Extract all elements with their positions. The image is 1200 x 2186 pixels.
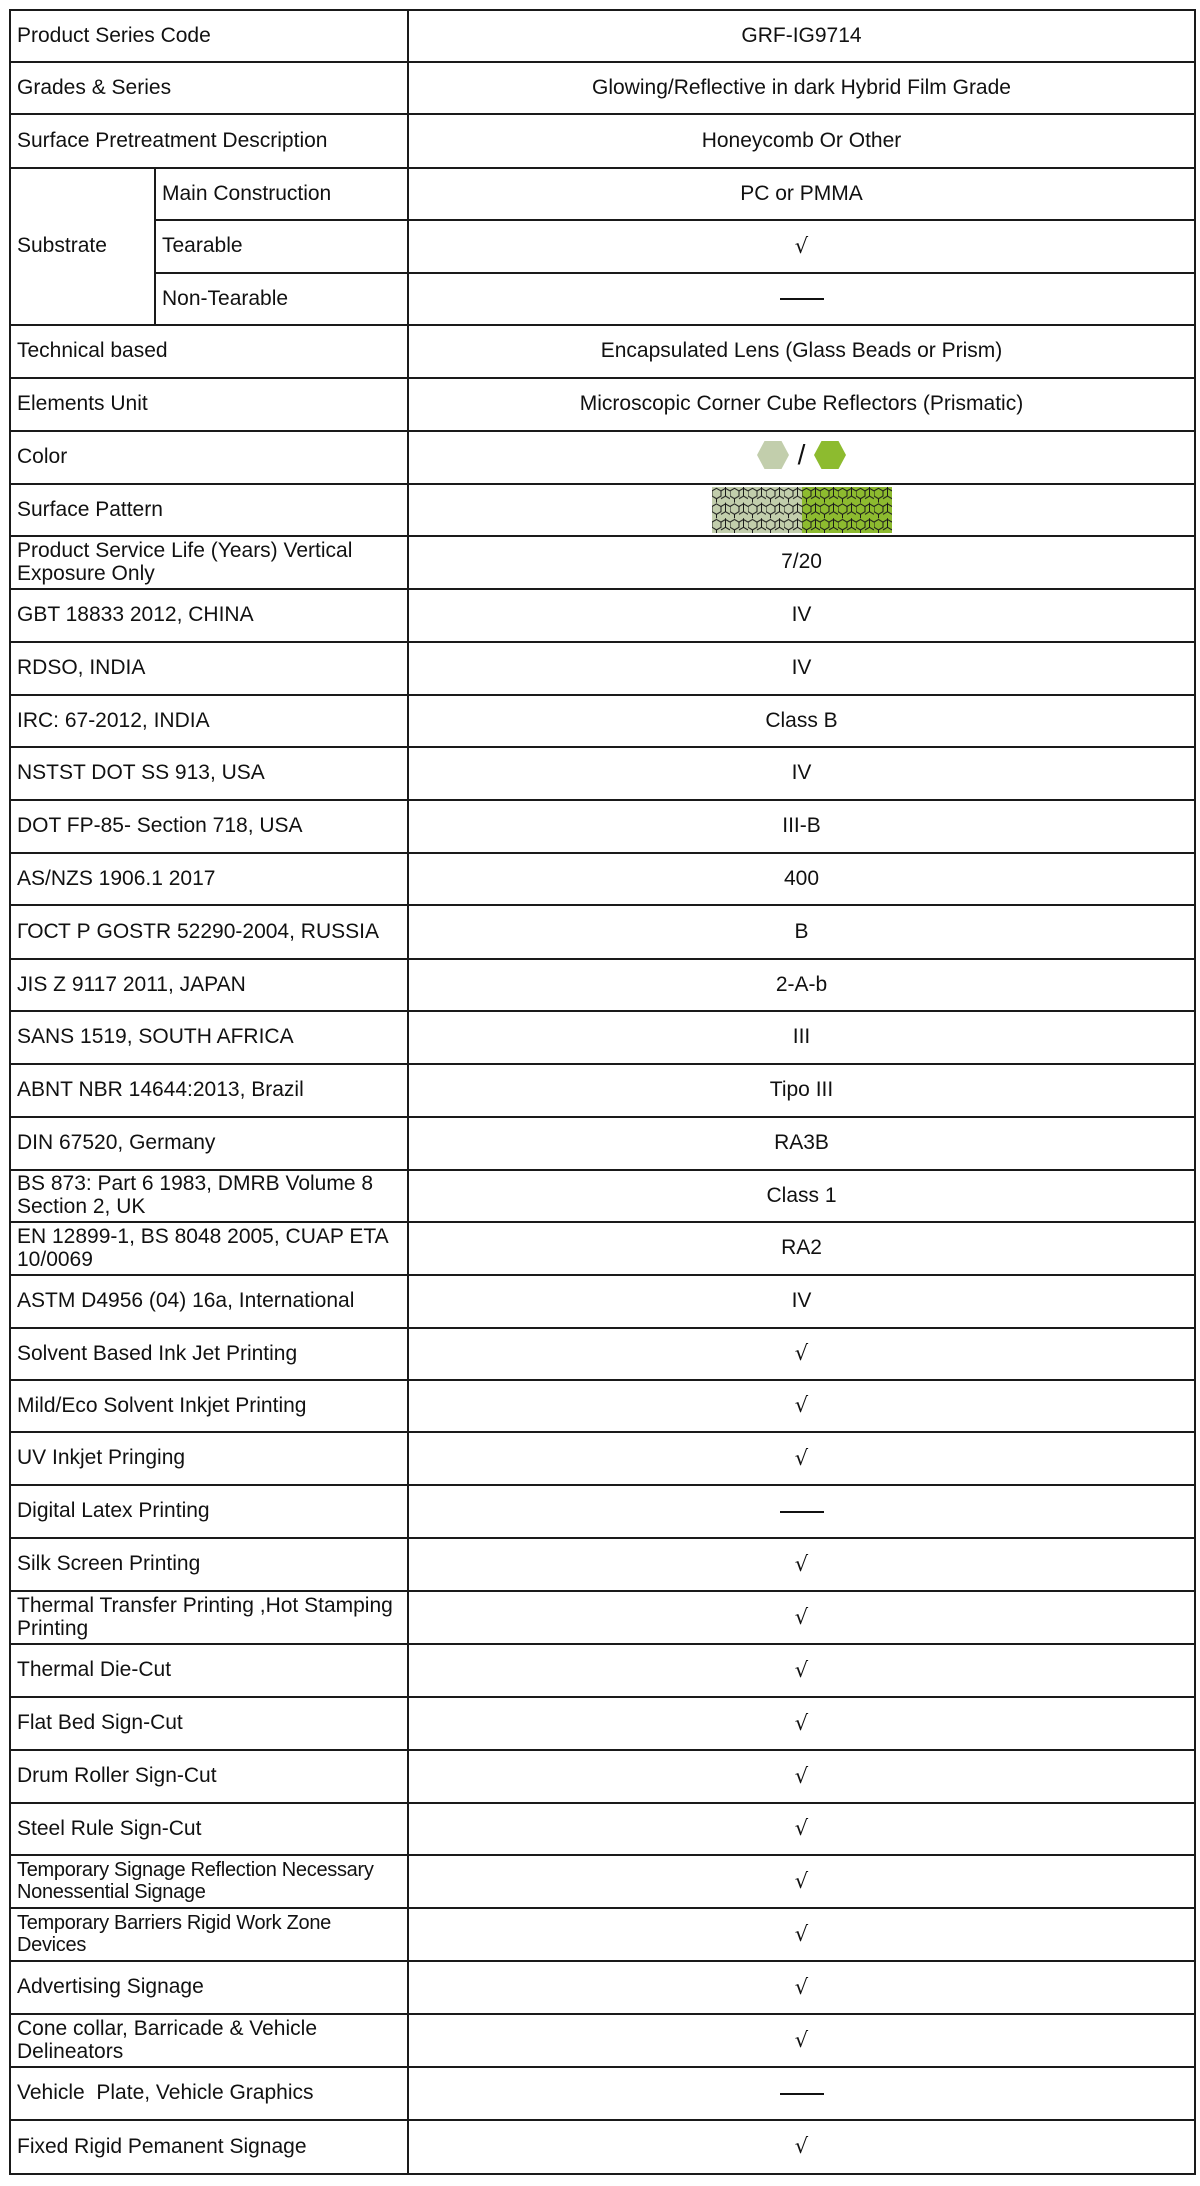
check-mark: √ <box>794 1868 809 1893</box>
row-gbt <box>10 589 1195 642</box>
check-mark: √ <box>794 1974 809 1999</box>
row-value: IV <box>408 747 1195 800</box>
check-mark: √ <box>794 2134 809 2159</box>
row-sublabel: Main Construction <box>155 168 408 220</box>
row-thermal-diecut <box>10 1644 1195 1697</box>
row-value <box>408 1803 1195 1855</box>
row-value: 7/20 <box>408 536 1195 589</box>
row-value: PC or PMMA <box>408 168 1195 220</box>
row-value: Class 1 <box>408 1170 1195 1222</box>
row-label: NSTST DOT SS 913, USA <box>10 747 408 800</box>
row-value: Class B <box>408 695 1195 747</box>
row-service-life <box>10 536 1195 589</box>
pale-green-hexagon-icon <box>756 440 790 470</box>
row-label: Surface Pattern <box>10 484 408 536</box>
row-label: Fixed Rigid Pemanent Signage <box>10 2120 408 2174</box>
check-mark: √ <box>794 1921 809 1946</box>
row-value: III <box>408 1011 1195 1064</box>
row-label: Cone collar, Barricade & Vehicle Delineators <box>10 2014 408 2067</box>
row-din <box>10 1117 1195 1170</box>
row-label: GBT 18833 2012, CHINA <box>10 589 408 642</box>
row-product-series-code <box>10 10 1195 62</box>
row-as-nzs <box>10 853 1195 905</box>
row-value: III-B <box>408 800 1195 853</box>
row-value: 400 <box>408 853 1195 905</box>
row-drum-roller <box>10 1750 1195 1803</box>
row-value: B <box>408 905 1195 959</box>
row-label: UV Inkjet Pringing <box>10 1432 408 1485</box>
row-value <box>408 1961 1195 2014</box>
check-mark: √ <box>794 1341 809 1366</box>
row-label: Grades & Series <box>10 62 408 114</box>
row-value <box>408 2014 1195 2067</box>
row-label: Drum Roller Sign-Cut <box>10 1750 408 1803</box>
row-value: Glowing/Reflective in dark Hybrid Film Grade <box>408 62 1195 114</box>
row-label: Mild/Eco Solvent Inkjet Printing <box>10 1380 408 1432</box>
color-swatches <box>756 440 848 470</box>
row-value: GRF-IG9714 <box>408 10 1195 62</box>
row-jis <box>10 959 1195 1011</box>
row-color <box>10 431 1195 484</box>
row-label: JIS Z 9117 2011, JAPAN <box>10 959 408 1011</box>
row-label: Surface Pretreatment Description <box>10 114 408 168</box>
row-label: Steel Rule Sign-Cut <box>10 1803 408 1855</box>
check-mark: √ <box>794 1393 809 1418</box>
row-value <box>408 1908 1195 1961</box>
check-mark: √ <box>794 233 809 258</box>
check-mark: √ <box>794 1763 809 1788</box>
row-value <box>408 1380 1195 1432</box>
row-substrate-non-tearable <box>10 273 1195 325</box>
row-value <box>408 1538 1195 1591</box>
row-label: ABNT NBR 14644:2013, Brazil <box>10 1064 408 1117</box>
row-label: AS/NZS 1906.1 2017 <box>10 853 408 905</box>
spec-table <box>9 9 1196 2175</box>
row-latex <box>10 1485 1195 1538</box>
row-bs873 <box>10 1170 1195 1222</box>
row-label: SANS 1519, SOUTH AFRICA <box>10 1011 408 1064</box>
dash-mark <box>780 298 824 300</box>
row-grades-series <box>10 62 1195 114</box>
row-value: RA2 <box>408 1222 1195 1275</box>
row-uv-inkjet <box>10 1432 1195 1485</box>
row-value <box>408 1432 1195 1485</box>
row-label: Silk Screen Printing <box>10 1538 408 1591</box>
row-en12899 <box>10 1222 1195 1275</box>
row-value <box>408 1328 1195 1380</box>
substrate-label: Substrate <box>10 168 155 325</box>
check-mark: √ <box>794 1816 809 1841</box>
row-value <box>408 1697 1195 1750</box>
row-abnt <box>10 1064 1195 1117</box>
row-label: Digital Latex Printing <box>10 1485 408 1538</box>
row-substrate-main-construction <box>10 168 1195 220</box>
row-silk-screen <box>10 1538 1195 1591</box>
row-value <box>408 1644 1195 1697</box>
row-label: Solvent Based Ink Jet Printing <box>10 1328 408 1380</box>
row-cone-collar <box>10 2014 1195 2067</box>
row-gost <box>10 905 1195 959</box>
row-surface-pretreatment <box>10 114 1195 168</box>
row-value <box>408 2067 1195 2120</box>
row-label: DIN 67520, Germany <box>10 1117 408 1170</box>
row-sans <box>10 1011 1195 1064</box>
row-flat-bed <box>10 1697 1195 1750</box>
row-advertising <box>10 1961 1195 2014</box>
color-separator: / <box>797 438 806 470</box>
row-elements-unit <box>10 378 1195 431</box>
row-value: Honeycomb Or Other <box>408 114 1195 168</box>
row-solvent-ink <box>10 1328 1195 1380</box>
row-value: Tipo III <box>408 1064 1195 1117</box>
row-label: Technical based <box>10 325 408 378</box>
row-surface-pattern <box>10 484 1195 536</box>
row-label: RDSO, INDIA <box>10 642 408 695</box>
row-value: RA3B <box>408 1117 1195 1170</box>
row-label: DOT FP-85- Section 718, USA <box>10 800 408 853</box>
check-mark: √ <box>794 1551 809 1576</box>
row-label: EN 12899-1, BS 8048 2005, CUAP ETA 10/0069 <box>10 1222 408 1275</box>
row-value <box>408 2120 1195 2174</box>
row-label: Elements Unit <box>10 378 408 431</box>
dash-mark <box>780 2093 824 2095</box>
row-label: Product Service Life (Years) Vertical Exposure Only <box>10 536 408 589</box>
row-value <box>408 431 1195 484</box>
check-mark: √ <box>794 1710 809 1735</box>
row-label: Thermal Die-Cut <box>10 1644 408 1697</box>
row-sublabel: Non-Tearable <box>155 273 408 325</box>
row-value: Microscopic Corner Cube Reflectors (Prismatic) <box>408 378 1195 431</box>
honeycomb-pattern-swatch-icon <box>712 487 892 533</box>
row-value <box>408 273 1195 325</box>
row-nstst <box>10 747 1195 800</box>
row-eco-solvent <box>10 1380 1195 1432</box>
row-value: IV <box>408 642 1195 695</box>
row-value <box>408 484 1195 536</box>
row-astm <box>10 1275 1195 1328</box>
row-label: Temporary Barriers Rigid Work Zone Devices <box>10 1908 408 1961</box>
row-value: 2-A-b <box>408 959 1195 1011</box>
row-label: ASTM D4956 (04) 16a, International <box>10 1275 408 1328</box>
row-label: Thermal Transfer Printing ,Hot Stamping Printing <box>10 1591 408 1644</box>
check-mark: √ <box>794 1445 809 1470</box>
row-value <box>408 1750 1195 1803</box>
row-label: Vehicle Plate, Vehicle Graphics <box>10 2067 408 2120</box>
check-mark: √ <box>794 1604 809 1629</box>
row-value <box>408 1485 1195 1538</box>
row-value <box>408 1855 1195 1908</box>
row-sublabel: Tearable <box>155 220 408 273</box>
row-label: Advertising Signage <box>10 1961 408 2014</box>
row-label: Temporary Signage Reflection Necessary Nonessential Signage <box>10 1855 408 1908</box>
row-irc <box>10 695 1195 747</box>
row-label: ГОСТ Р GOSTR 52290-2004, RUSSIA <box>10 905 408 959</box>
row-label: Flat Bed Sign-Cut <box>10 1697 408 1750</box>
row-rdso <box>10 642 1195 695</box>
row-vehicle-plate <box>10 2067 1195 2120</box>
row-fixed-rigid <box>10 2120 1195 2174</box>
row-label: IRC: 67-2012, INDIA <box>10 695 408 747</box>
row-dot-fp <box>10 800 1195 853</box>
row-value: IV <box>408 589 1195 642</box>
row-steel-rule <box>10 1803 1195 1855</box>
row-substrate-tearable <box>10 220 1195 273</box>
row-temp-signage <box>10 1855 1195 1908</box>
check-mark: √ <box>794 2027 809 2052</box>
row-label: Color <box>10 431 408 484</box>
row-thermal-transfer <box>10 1591 1195 1644</box>
dash-mark <box>780 1511 824 1513</box>
row-value <box>408 1591 1195 1644</box>
lime-green-hexagon-icon <box>813 440 847 470</box>
row-technical-based <box>10 325 1195 378</box>
row-label: Product Series Code <box>10 10 408 62</box>
row-value: Encapsulated Lens (Glass Beads or Prism) <box>408 325 1195 378</box>
row-value: IV <box>408 1275 1195 1328</box>
check-mark: √ <box>794 1657 809 1682</box>
row-value <box>408 220 1195 273</box>
row-label: BS 873: Part 6 1983, DMRB Volume 8 Section 2, UK <box>10 1170 408 1222</box>
row-temp-barriers <box>10 1908 1195 1961</box>
